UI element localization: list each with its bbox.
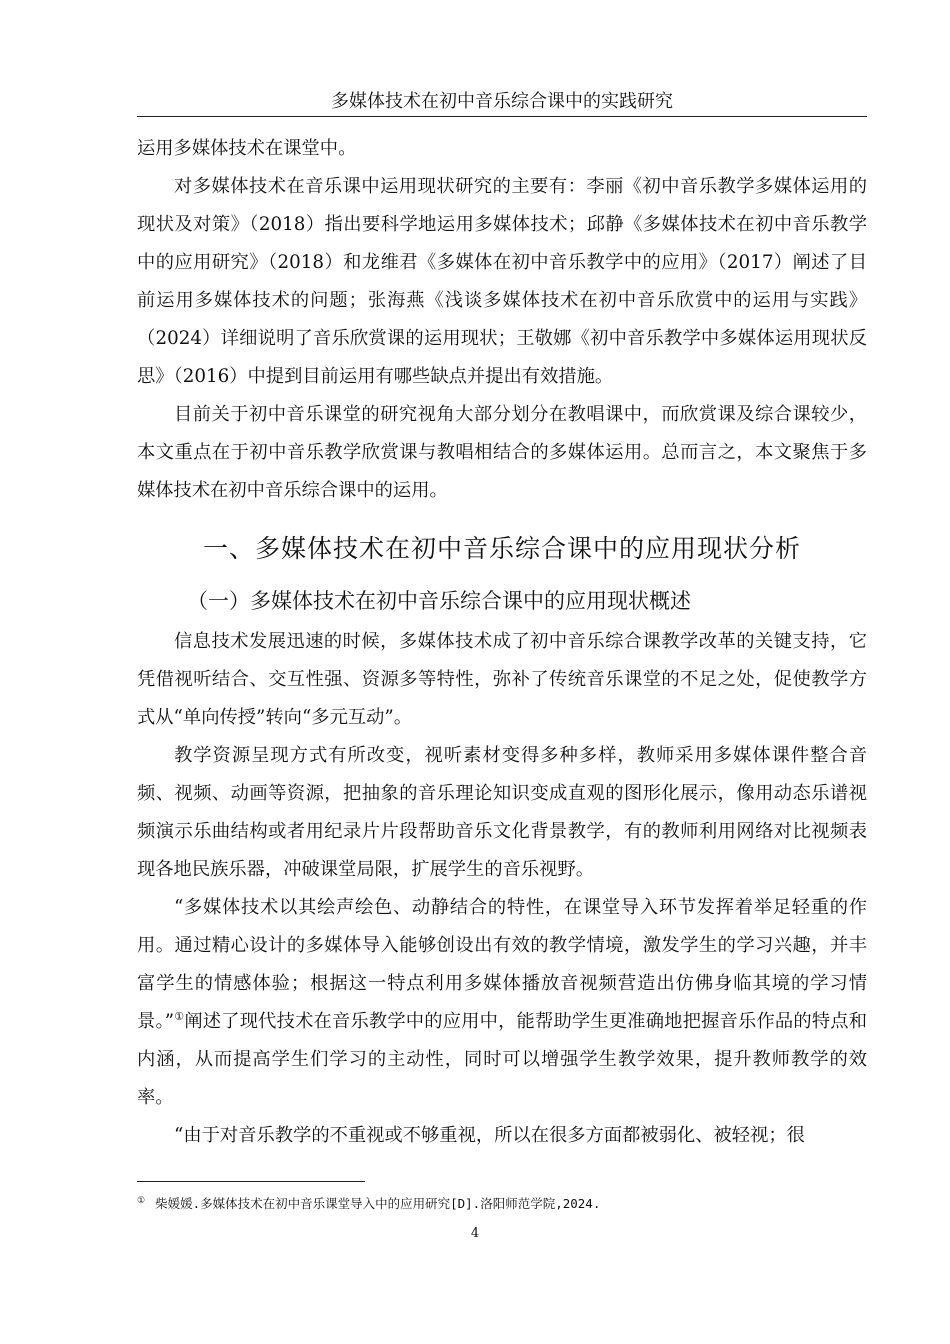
running-header [137, 88, 867, 117]
footnote-text: 柴媛媛.多媒体技术在初中音乐课堂导入中的应用研究[D].洛阳师范学院,2024. [155, 1196, 601, 1212]
footnote-reference[interactable]: ① [174, 1009, 185, 1023]
footnote-mark: ① [137, 1196, 146, 1206]
page-number: 4 [470, 1226, 480, 1241]
paragraph-quote [137, 889, 867, 1117]
paragraph-resources: 教学资源呈现方式有所改变，视听素材变得多种多样，教师采用多媒体课件整合音频、视频、动画等资源，把抽象的音乐理论知识变成直观的图形化展示，像用动态乐谱视频演示乐曲结构或者用纪录片片段帮助音乐文化背景教学，有的教师利用网络对比视频表现各地民族乐器，冲破课堂局限，扩展学生的音乐视野。 [137, 745, 867, 880]
paragraph-overview: 信息技术发展迅速的时候，多媒体技术成了初中音乐综合课教学改革的关键支持，它凭借视听结合、交互性强、资源多等特性，弥补了传统音乐课堂的不足之处，促使教学方式从“单向传授”转向“多元互动”。 [137, 631, 867, 728]
chapter-heading: 一、多媒体技术在初中音乐综合课中的应用现状分析 [202, 534, 801, 563]
paragraph-research-focus: 目前关于初中音乐课堂的研究视角大部分划分在教唱课中，而欣赏课及综合课较少，本文重点在于初中音乐教学欣赏课与教唱相结合的多媒体运用。总而言之，本文聚焦于多媒体技术在初中音乐综合课中的运用。 [137, 404, 867, 501]
footnote [137, 1191, 600, 1214]
page-body [137, 130, 867, 1155]
running-header-title: 多媒体技术在初中音乐综合课中的实践研究 [331, 91, 673, 112]
footnote-divider [137, 1181, 365, 1182]
section-heading: （一）多媒体技术在初中音乐综合课中的应用现状概述 [187, 589, 691, 613]
quote-text: “多媒体技术以其绘声绘色、动静结合的特性，在课堂导入环节发挥着举足轻重的作用。通过精心设计的多媒体导入能够创设出有效的教学情境，激发学生的学习兴趣，并丰富学生的情感体验；根据这一特点利用多媒体播放音视频营造出仿佛身临其境的学习情景。” [137, 897, 867, 1032]
paragraph-next-quote: “由于对音乐教学的不重视或不够重视，所以在很多方面都被弱化、被轻视；很 [174, 1125, 805, 1146]
quote-commentary: 阐述了现代技术在音乐教学中的应用中，能帮助学生更准确地把握音乐作品的特点和内涵，从而提高学生们学习的主动性，同时可以增强学生教学效果，提升教师教学的效率。 [137, 1011, 868, 1108]
paragraph-literature-review: 对多媒体技术在音乐课中运用现状研究的主要有：李丽《初中音乐教学多媒体运用的现状及对策》（2018）指出要科学地运用多媒体技术；邱静《多媒体技术在初中音乐教学中的应用研究》（2018）和龙维君《多媒体在初中音乐教学中的应用》（2017）阐述了目前运用多媒体技术的问题；张海燕《浅谈多媒体技术在初中音乐欣赏中的运用与实践》（2024）详细说明了音乐欣赏课的运用现状；王敬娜《初中音乐教学中多媒体运用现状反思》（2016）中提到目前运用有哪些缺点并提出有效措施。 [137, 176, 867, 387]
paragraph-continued: 运用多媒体技术在课堂中。 [137, 138, 357, 159]
